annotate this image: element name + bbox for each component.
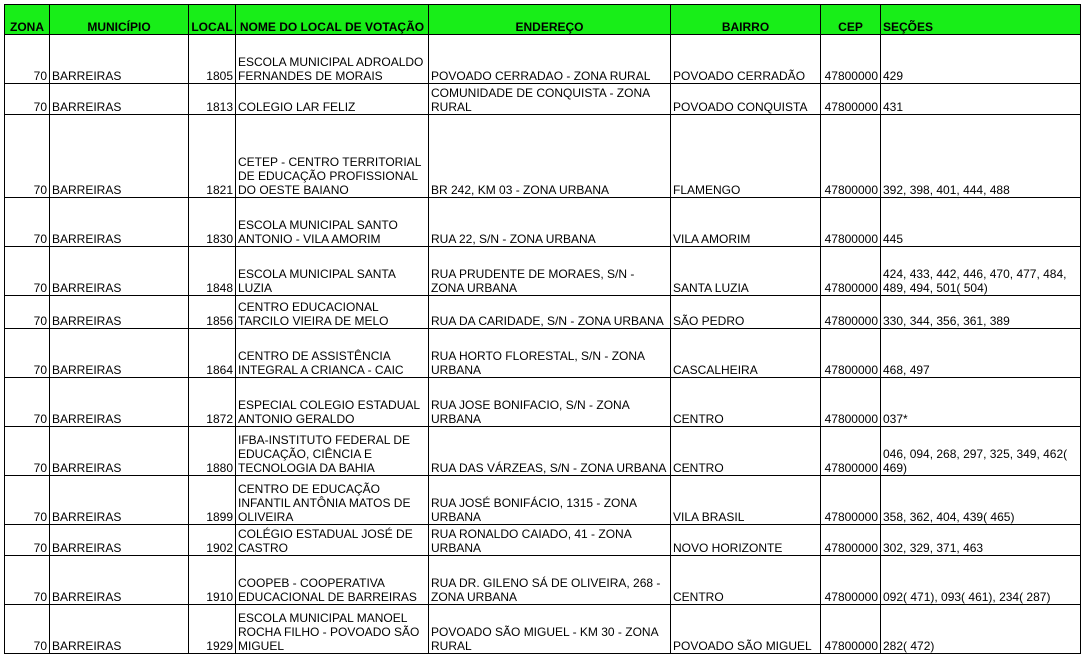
cell-local: 1910 <box>189 556 236 605</box>
cell-bairro: VILA AMORIM <box>671 198 821 247</box>
cell-endereco: RUA PRUDENTE DE MORAES, S/N - ZONA URBANA <box>429 247 671 296</box>
cell-nome: COLEGIO LAR FELIZ <box>236 84 429 115</box>
cell-nome: CENTRO DE ASSISTÊNCIA INTEGRAL A CRIANCA - CAIC <box>236 329 429 378</box>
cell-zona: 70 <box>5 378 50 427</box>
cell-bairro: SANTA LUZIA <box>671 247 821 296</box>
cell-local: 1805 <box>189 35 236 84</box>
cell-cep: 47800000 <box>821 605 881 654</box>
cell-zona: 70 <box>5 198 50 247</box>
table-row <box>5 247 1081 296</box>
cell-bairro: POVOADO CERRADÃO <box>671 35 821 84</box>
table-body <box>5 35 1081 654</box>
cell-zona: 70 <box>5 84 50 115</box>
header-local: LOCAL <box>189 5 236 35</box>
cell-secoes: 037* <box>881 378 1081 427</box>
header-cep: CEP <box>821 5 881 35</box>
cell-municipio: BARREIRAS <box>50 198 189 247</box>
cell-nome: CENTRO DE EDUCAÇÃO INFANTIL ANTÔNIA MATOS DE OLIVEIRA <box>236 476 429 525</box>
cell-local: 1864 <box>189 329 236 378</box>
cell-endereco: RUA HORTO FLORESTAL, S/N - ZONA URBANA <box>429 329 671 378</box>
cell-nome: COLÉGIO ESTADUAL JOSÉ DE CASTRO <box>236 525 429 556</box>
cell-zona: 70 <box>5 115 50 198</box>
cell-zona: 70 <box>5 525 50 556</box>
cell-nome: ESCOLA MUNICIPAL SANTA LUZIA <box>236 247 429 296</box>
cell-zona: 70 <box>5 35 50 84</box>
table-row <box>5 84 1081 115</box>
cell-cep: 47800000 <box>821 427 881 476</box>
table-row <box>5 605 1081 654</box>
table-row <box>5 556 1081 605</box>
cell-cep: 47800000 <box>821 525 881 556</box>
cell-zona: 70 <box>5 556 50 605</box>
cell-secoes: 358, 362, 404, 439( 465) <box>881 476 1081 525</box>
cell-secoes: 392, 398, 401, 444, 488 <box>881 115 1081 198</box>
polling-places-table <box>4 4 1081 654</box>
cell-nome: ESPECIAL COLEGIO ESTADUAL ANTONIO GERALDO <box>236 378 429 427</box>
header-municipio: MUNICÍPIO <box>50 5 189 35</box>
cell-secoes: 282( 472) <box>881 605 1081 654</box>
header-row <box>5 5 1081 35</box>
cell-local: 1830 <box>189 198 236 247</box>
cell-secoes: 429 <box>881 35 1081 84</box>
cell-nome: CETEP - CENTRO TERRITORIAL DE EDUCAÇÃO PROFISSIONAL DO OESTE BAIANO <box>236 115 429 198</box>
cell-secoes: 046, 094, 268, 297, 325, 349, 462( 469) <box>881 427 1081 476</box>
cell-bairro: POVOADO SÃO MIGUEL <box>671 605 821 654</box>
cell-secoes: 302, 329, 371, 463 <box>881 525 1081 556</box>
cell-endereco: POVOADO CERRADAO - ZONA RURAL <box>429 35 671 84</box>
cell-municipio: BARREIRAS <box>50 427 189 476</box>
cell-endereco: POVOADO SÃO MIGUEL - KM 30 - ZONA RURAL <box>429 605 671 654</box>
table-row <box>5 525 1081 556</box>
cell-cep: 47800000 <box>821 378 881 427</box>
header-bairro: BAIRRO <box>671 5 821 35</box>
header-endereco: ENDEREÇO <box>429 5 671 35</box>
cell-local: 1848 <box>189 247 236 296</box>
cell-endereco: RUA RONALDO CAIADO, 41 - ZONA URBANA <box>429 525 671 556</box>
cell-cep: 47800000 <box>821 35 881 84</box>
cell-local: 1899 <box>189 476 236 525</box>
cell-municipio: BARREIRAS <box>50 35 189 84</box>
cell-zona: 70 <box>5 329 50 378</box>
cell-secoes: 445 <box>881 198 1081 247</box>
cell-cep: 47800000 <box>821 115 881 198</box>
cell-bairro: POVOADO CONQUISTA <box>671 84 821 115</box>
cell-municipio: BARREIRAS <box>50 247 189 296</box>
cell-bairro: CASCALHEIRA <box>671 329 821 378</box>
cell-cep: 47800000 <box>821 247 881 296</box>
cell-secoes: 468, 497 <box>881 329 1081 378</box>
cell-endereco: RUA DR. GILENO SÁ DE OLIVEIRA, 268 - ZONA URBANA <box>429 556 671 605</box>
table-row <box>5 296 1081 329</box>
cell-bairro: VILA BRASIL <box>671 476 821 525</box>
cell-local: 1902 <box>189 525 236 556</box>
cell-endereco: RUA JOSÉ BONIFÁCIO, 1315 - ZONA URBANA <box>429 476 671 525</box>
cell-cep: 47800000 <box>821 476 881 525</box>
cell-zona: 70 <box>5 247 50 296</box>
cell-municipio: BARREIRAS <box>50 329 189 378</box>
cell-nome: ESCOLA MUNICIPAL SANTO ANTONIO - VILA AMORIM <box>236 198 429 247</box>
cell-bairro: SÃO PEDRO <box>671 296 821 329</box>
cell-endereco: RUA JOSE BONIFACIO, S/N - ZONA URBANA <box>429 378 671 427</box>
cell-endereco: RUA DA CARIDADE, S/N - ZONA URBANA <box>429 296 671 329</box>
cell-secoes: 424, 433, 442, 446, 470, 477, 484, 489, 494, 501( 504) <box>881 247 1081 296</box>
cell-nome: COOPEB - COOPERATIVA EDUCACIONAL DE BARREIRAS <box>236 556 429 605</box>
cell-local: 1821 <box>189 115 236 198</box>
header-nome: NOME DO LOCAL DE VOTAÇÃO <box>236 5 429 35</box>
table-row <box>5 378 1081 427</box>
cell-cep: 47800000 <box>821 296 881 329</box>
table-row <box>5 476 1081 525</box>
cell-nome: IFBA-INSTITUTO FEDERAL DE EDUCAÇÃO, CIÊNCIA E TECNOLOGIA DA BAHIA <box>236 427 429 476</box>
cell-municipio: BARREIRAS <box>50 115 189 198</box>
cell-municipio: BARREIRAS <box>50 296 189 329</box>
cell-zona: 70 <box>5 427 50 476</box>
cell-endereco: BR 242, KM 03 - ZONA URBANA <box>429 115 671 198</box>
cell-local: 1929 <box>189 605 236 654</box>
cell-zona: 70 <box>5 605 50 654</box>
cell-cep: 47800000 <box>821 84 881 115</box>
header-zona: ZONA <box>5 5 50 35</box>
table-row <box>5 115 1081 198</box>
table-row <box>5 427 1081 476</box>
cell-municipio: BARREIRAS <box>50 476 189 525</box>
cell-local: 1813 <box>189 84 236 115</box>
cell-secoes: 431 <box>881 84 1081 115</box>
cell-zona: 70 <box>5 296 50 329</box>
cell-cep: 47800000 <box>821 329 881 378</box>
cell-municipio: BARREIRAS <box>50 605 189 654</box>
cell-bairro: NOVO HORIZONTE <box>671 525 821 556</box>
cell-cep: 47800000 <box>821 198 881 247</box>
cell-nome: CENTRO EDUCACIONAL TARCILO VIEIRA DE MELO <box>236 296 429 329</box>
cell-nome: ESCOLA MUNICIPAL ADROALDO FERNANDES DE MORAIS <box>236 35 429 84</box>
cell-municipio: BARREIRAS <box>50 556 189 605</box>
cell-bairro: CENTRO <box>671 378 821 427</box>
cell-municipio: BARREIRAS <box>50 378 189 427</box>
cell-cep: 47800000 <box>821 556 881 605</box>
table-row <box>5 35 1081 84</box>
cell-municipio: BARREIRAS <box>50 525 189 556</box>
cell-endereco: RUA 22, S/N - ZONA URBANA <box>429 198 671 247</box>
header-secoes: SEÇÕES <box>881 5 1081 35</box>
table-row <box>5 198 1081 247</box>
cell-secoes: 330, 344, 356, 361, 389 <box>881 296 1081 329</box>
cell-secoes: 092( 471), 093( 461), 234( 287) <box>881 556 1081 605</box>
cell-local: 1880 <box>189 427 236 476</box>
cell-zona: 70 <box>5 476 50 525</box>
cell-bairro: CENTRO <box>671 427 821 476</box>
cell-municipio: BARREIRAS <box>50 84 189 115</box>
table-row <box>5 329 1081 378</box>
cell-nome: ESCOLA MUNICIPAL MANOEL ROCHA FILHO - POVOADO SÃO MIGUEL <box>236 605 429 654</box>
cell-endereco: COMUNIDADE DE CONQUISTA - ZONA RURAL <box>429 84 671 115</box>
cell-bairro: FLAMENGO <box>671 115 821 198</box>
cell-local: 1872 <box>189 378 236 427</box>
table-header <box>5 5 1081 35</box>
cell-local: 1856 <box>189 296 236 329</box>
cell-bairro: CENTRO <box>671 556 821 605</box>
cell-endereco: RUA DAS VÁRZEAS, S/N - ZONA URBANA <box>429 427 671 476</box>
